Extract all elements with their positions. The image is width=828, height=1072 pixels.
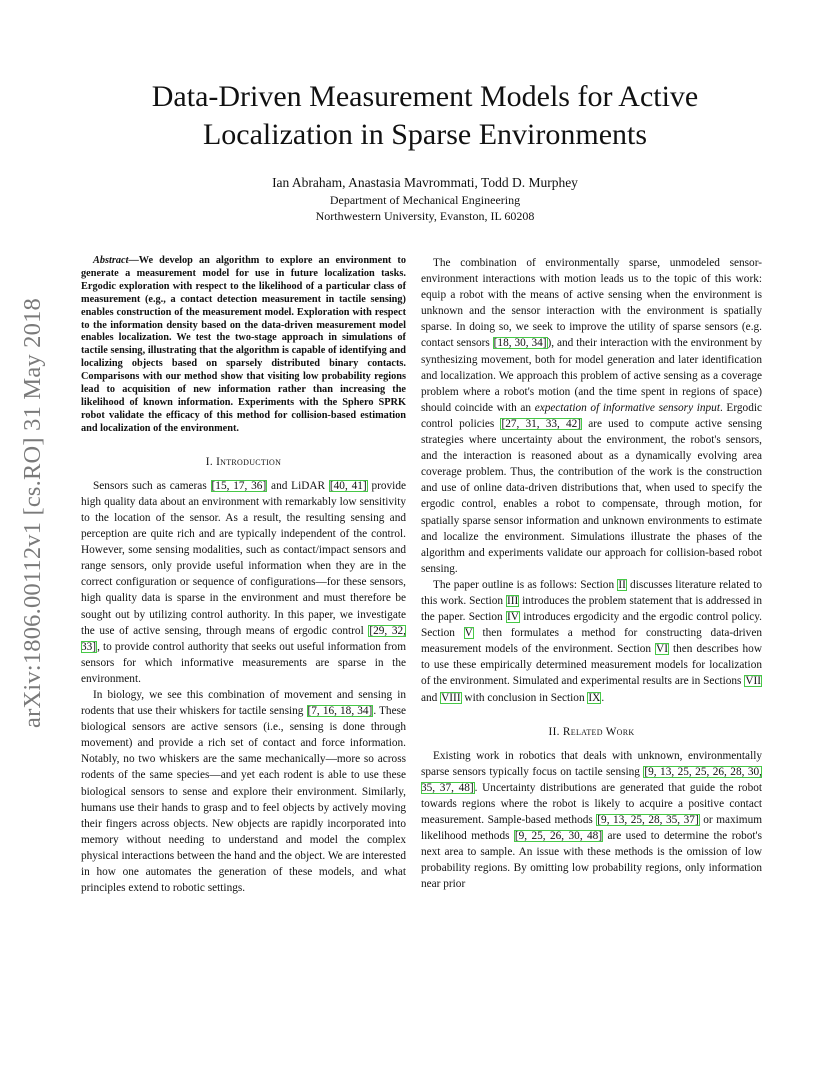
section-ref-link[interactable]: III [506, 594, 519, 607]
citation-link[interactable]: [18, 30, 34] [493, 337, 547, 350]
text-run: The combination of environmentally sparse, unmodeled sensor-environment interactions with motion leads us to the topic of this work: equip a robot with the means of active sensing when the environment is unknown and the sensor interaction with the environment is spatially sparse. In doing so, we seek to improve the utility of sparse sensors (e.g. contact sensors [421, 257, 762, 350]
section-title: Introduction [216, 455, 282, 468]
text-run: introduces the problem statement that is addressed in the paper. Section [421, 594, 762, 624]
paper-title [60, 78, 790, 154]
section-ref-link[interactable]: VI [656, 643, 668, 656]
citation-link[interactable]: [9, 25, 26, 30, 48] [514, 830, 603, 843]
citation-link[interactable]: [7, 16, 18, 34] [307, 705, 373, 718]
section-number: I. [205, 455, 213, 468]
section-heading-introduction [81, 454, 406, 470]
section-number: II. [548, 725, 560, 738]
title-line-1: Data-Driven Measurement Models for Active [151, 80, 699, 113]
intro-paragraph-2 [81, 687, 406, 896]
text-run: . Uncertainty distributions are generated that guide the robot towards regions where the robot is likely to acquire a positive contact measurement. Sample-based methods [421, 781, 762, 827]
abstract-label: Abstract [93, 255, 129, 266]
text-run: or maximum likelihood methods [421, 814, 763, 843]
section-heading-related-work [421, 724, 762, 740]
text-run: Existing work in robotics that deals with unknown, environmentally sparse sensors typically focus on tactile sensing [421, 749, 762, 778]
text-run: introduces ergodicity and the ergodic control policy. Section [421, 611, 763, 640]
related-paragraph-1 [421, 748, 762, 893]
section-title: Related Work [562, 725, 635, 738]
citation-link[interactable]: [9, 13, 25, 28, 35, 37] [597, 814, 699, 827]
section-ref-link[interactable]: V [464, 627, 473, 640]
author-list: Ian Abraham, Anastasia Mavrommati, Todd D. Murphey [272, 175, 578, 190]
text-run: ), and their interaction with the environment by synthesizing movement, both for model generation and later identification and localization. We approach this problem of active sensing as a coverage problem where a robot's motion (and the time spent in regions of space) should coincide with an [421, 337, 762, 414]
intro-paragraph-outline [421, 577, 762, 706]
citation-link[interactable]: [29, 32, 33] [81, 624, 406, 653]
text-run: then describes how to use these empirically determined measurement models for localization of the environment. Simulated and experimental results are in Sections [421, 643, 762, 688]
intro-paragraph-3 [421, 255, 762, 577]
arxiv-identifier-text: arXiv:1806.00112v1 [cs.RO] 31 May 2018 [19, 298, 46, 728]
citation-link[interactable]: [40, 41] [329, 479, 367, 492]
text-run: discusses literature related to this work. Section [421, 578, 762, 607]
abstract-text: —We develop an algorithm to explore an environment to generate a measurement model for use in future localization tasks. Ergodic exploration with respect to the likelihood of a particular class of measurement (e.g., a contact detection measurement in tactile sensing) enables construction of the measurement model. Exploration with respect to the information density based on the data-driven measurement model enables localization. We test the two-stage approach in simulations of tactile sensing, illustrating that the algorithm is capable of identifying and localizing objects based on sparsely distributed binary contacts. Comparisons with our method show that visiting low probability regions lead to acquisition of new information rather than increasing the likelihood of known information. Experiments with the Sphero SPRK robot validate the efficacy of this method for collision-based estimation and localization of the environment. [81, 255, 406, 434]
text-run: and LiDAR [267, 479, 329, 492]
section-ref-link[interactable]: II [618, 578, 626, 591]
text-run: and [421, 691, 441, 704]
arxiv-identifier-stamp [19, 268, 46, 758]
intro-paragraph-1 [81, 478, 406, 687]
left-column [81, 255, 406, 896]
text-run: Sensors such as cameras [93, 479, 211, 492]
section-ref-link[interactable]: IV [506, 611, 519, 624]
citation-link[interactable]: [15, 17, 36] [211, 479, 267, 492]
affiliation-university: Northwestern University, Evanston, IL 60208 [315, 209, 535, 223]
emphasis-text: expectation of informative sensory input [534, 401, 720, 414]
text-run: with conclusion in Section [461, 691, 588, 704]
section-ref-link[interactable]: VIII [441, 691, 461, 704]
text-run: provide high quality data about an environment with remarkably low sensitivity to the location of the sensor. As a result, the resulting sensing and perception are quite rich and are typically independent of the control. However, some sensing modalities, such as contact/impact sensors and range sensors, only provide useful information when they are in the correct configuration or sequence of configurations—for these sensors, high quality data is sparse in the environment and must therefore be sought out by utilizing control authority. In this paper, we investigate the use of active sensing, through means of ergodic control [81, 479, 406, 637]
title-line-2: Localization in Sparse Environments [202, 118, 648, 151]
abstract [81, 255, 406, 436]
section-ref-link[interactable]: IX [588, 691, 601, 704]
text-run: . These biological sensors are active sensors (i.e., sensing is done through movement) and provide a rich set of contact and force information. Notably, no two whiskers are the same mechanically—more so across rodents of the same species—and yet each rodent is able to use these biological sensors to sense and explore their environment. Similarly, humans use their hands to grasp and to feel objects by actively moving their fingers across objects. New objects are rapidly incorporated into memory without needing to understand and model the complex physical interactions between the hand and the object. We are interested in how one automates the generation of these models, and what principles extend to robotic settings. [81, 705, 406, 895]
text-run: In biology, we see this combination of movement and sensing in rodents that use their whiskers for tactile sensing [81, 689, 406, 718]
citation-link[interactable]: [9, 13, 25, 25, 26, 28, 30, 35, 37, 48] [421, 765, 762, 794]
affiliation-department: Department of Mechanical Engineering [329, 193, 521, 207]
text-run: are used to determine the robot's next area to sample. An issue with these methods is the omission of low probability regions. By omitting low probability regions, only information near prior [421, 830, 762, 891]
text-run: , to provide control authority that seeks out useful information from sensors for which informative measurements are sparse in the environment. [81, 640, 406, 685]
text-run: The paper outline is as follows: Section [433, 578, 618, 591]
text-run: . [601, 691, 605, 704]
text-run: then formulates a method for constructing data-driven measurement models of the environment. Section [421, 627, 762, 656]
text-run: are used to compute active sensing strategies where uncertainty about the environment, the robot's sensors, and the interaction is reasoned about as a dynamically evolving area coverage problem. Thus, the contribution of the work is the construction and use of online data-driven distributions that, when used to specify the ergodic control, enables a robot to compensate, through motion, for spatially sparse sensor information and unknown environments to estimate and localize the environment. Simulations illustrate the phases of the algorithm and experiments validate our approach for collision-based robot sensing. [421, 417, 762, 575]
citation-link[interactable]: [27, 31, 33, 42] [501, 417, 582, 430]
text-run: . Ergodic control policies [421, 401, 762, 430]
right-column [421, 255, 762, 893]
section-ref-link[interactable]: VII [745, 675, 761, 688]
